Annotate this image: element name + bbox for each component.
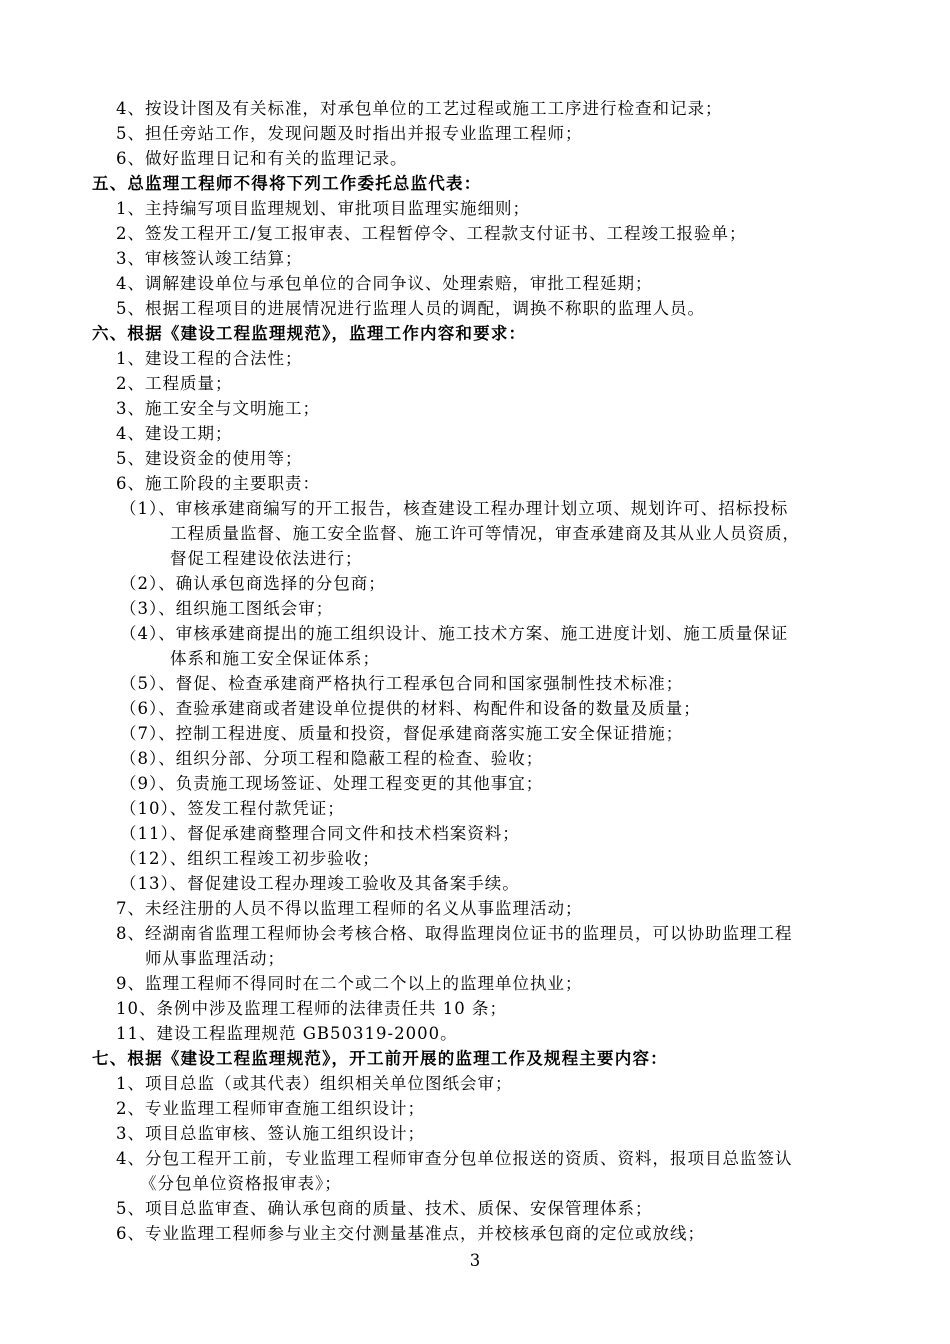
subitem-line: （5）、督促、检查承建商严格执行工程承包合同和国家强制性技术标准； xyxy=(120,674,684,693)
item-line: 5、项目总监审查、确认承包商的质量、技术、质保、安保管理体系； xyxy=(116,1199,653,1218)
item-line: 9、监理工程师不得同时在二个或二个以上的监理单位执业； xyxy=(116,974,583,993)
item-line: 1、项目总监（或其代表）组织相关单位图纸会审； xyxy=(116,1074,513,1093)
item-line: 6、做好监理日记和有关的监理记录。 xyxy=(116,149,408,168)
item-line: 2、签发工程开工/复工报审表、工程暂停令、工程款支付证书、工程竣工报验单； xyxy=(116,224,747,243)
subitem-line: （4）、审核承建商提出的施工组织设计、施工技术方案、施工进度计划、施工质量保证 xyxy=(120,624,789,643)
section-heading: 六、根据《建设工程监理规范》，监理工作内容和要求： xyxy=(92,324,527,343)
subitem-line: （3）、组织施工图纸会审； xyxy=(120,599,334,618)
item-line: 5、担任旁站工作，发现问题及时指出并报专业监理工程师； xyxy=(116,124,583,143)
item-line: 6、施工阶段的主要职责： xyxy=(116,474,320,493)
subitem-line: （9）、负责施工现场签证、处理工程变更的其他事宜； xyxy=(120,774,544,793)
item-line: 6、专业监理工程师参与业主交付测量基准点，并校核承包商的定位或放线； xyxy=(116,1224,705,1243)
subitem-line: （1）、审核承建商编写的开工报告，核查建设工程办理计划立项、规划许可、招标投标 xyxy=(120,499,789,518)
item-line: 4、分包工程开工前，专业监理工程师审查分包单位报送的资质、资料，报项目总监签认 xyxy=(116,1149,793,1168)
item-line: 10、条例中涉及监理工程师的法律责任共 10 条； xyxy=(116,999,507,1018)
item-line: 2、专业监理工程师审查施工组织设计； xyxy=(116,1099,425,1118)
item-continuation: 师从事监理活动； xyxy=(145,949,285,968)
subitem-continuation: 工程质量监督、施工安全监督、施工许可等情况，审查承建商及其从业人员资质， xyxy=(170,524,800,543)
item-line: 8、经湖南省监理工程师协会考核合格、取得监理岗位证书的监理员，可以协助监理工程 xyxy=(116,924,793,943)
item-line: 1、主持编写项目监理规划、审批项目监理实施细则； xyxy=(116,199,530,218)
item-line: 2、工程质量； xyxy=(116,374,233,393)
item-continuation: 《分包单位资格报审表》； xyxy=(140,1174,342,1193)
page-number: 3 xyxy=(469,1251,481,1270)
section-heading: 七、根据《建设工程监理规范》，开工前开展的监理工作及规程主要内容： xyxy=(92,1049,668,1068)
item-line: 4、按设计图及有关标准，对承包单位的工艺过程或施工工序进行检查和记录； xyxy=(116,99,723,118)
item-line: 1、建设工程的合法性； xyxy=(116,349,303,368)
item-line: 3、施工安全与文明施工； xyxy=(116,399,320,418)
subitem-line: （10）、签发工程付款凭证； xyxy=(120,799,345,818)
subitem-line: （13）、督促建设工程办理竣工验收及其备案手续。 xyxy=(120,874,520,893)
item-line: 3、审核签认竣工结算； xyxy=(116,249,303,268)
subitem-line: （11）、督促承建商整理合同文件和技术档案资料； xyxy=(120,824,520,843)
subitem-continuation: 督促工程建设依法进行； xyxy=(170,549,363,568)
item-line: 5、建设资金的使用等； xyxy=(116,449,303,468)
subitem-continuation: 体系和施工安全保证体系； xyxy=(170,649,380,668)
item-line: 11、建设工程监理规范 GB50319-2000。 xyxy=(116,1024,458,1043)
item-line: 3、项目总监审核、签认施工组织设计； xyxy=(116,1124,425,1143)
item-line: 5、根据工程项目的进展情况进行监理人员的调配，调换不称职的监理人员。 xyxy=(116,299,705,318)
subitem-line: （2）、确认承包商选择的分包商； xyxy=(120,574,386,593)
subitem-line: （6）、查验承建商或者建设单位提供的材料、构配件和设备的数量及质量； xyxy=(120,699,701,718)
section-heading: 五、总监理工程师不得将下列工作委托总监代表： xyxy=(92,174,482,193)
subitem-line: （7）、控制工程进度、质量和投资，督促承建商落实施工安全保证措施； xyxy=(120,724,684,743)
subitem-line: （8）、组织分部、分项工程和隐蔽工程的检查、验收； xyxy=(120,749,544,768)
item-line: 7、未经注册的人员不得以监理工程师的名义从事监理活动； xyxy=(116,899,583,918)
item-line: 4、建设工期； xyxy=(116,424,233,443)
item-line: 4、调解建设单位与承包单位的合同争议、处理索赔，审批工程延期； xyxy=(116,274,653,293)
subitem-line: （12）、组织工程竣工初步验收； xyxy=(120,849,380,868)
